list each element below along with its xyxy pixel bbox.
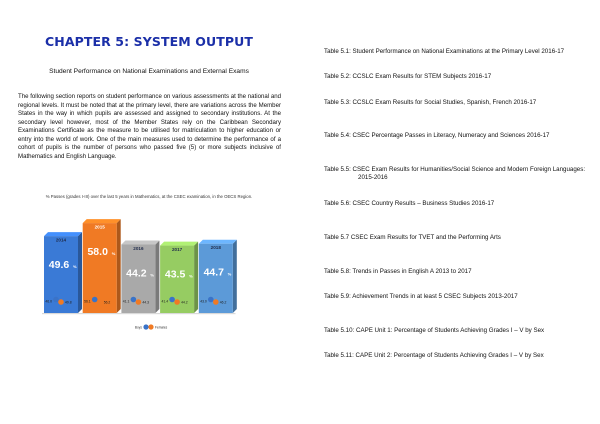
chart-caption: % Passes (grades I-III) over the last 5 years in Mathematics, at the CSEC examination, in the OECS Region. [45, 194, 253, 199]
bar-value-label: 58.0 [87, 246, 108, 259]
female-value-label: 49.8 [65, 300, 72, 305]
bar-percent-sign: % [150, 272, 154, 278]
male-value-label: 41.1 [122, 299, 130, 304]
bar-percent-sign: % [189, 273, 193, 279]
bar-side [117, 219, 121, 313]
female-value-label: 44.3 [142, 300, 150, 305]
bar-percent-sign: % [111, 251, 116, 257]
toc-item[interactable]: Table 5.10: CAPE Unit 1: Percentage of Students Achieving Grades I – V by Sex [324, 327, 545, 334]
bar-top [160, 242, 198, 246]
toc-item[interactable]: Table 5.8: Trends in Passes in English A 2013 to 2017 [324, 268, 472, 275]
chapter-title: CHAPTER 5: SYSTEM OUTPUT [44, 34, 253, 49]
toc-item[interactable]: Table 5.6: CSEC Country Results – Business Studies 2016-17 [324, 200, 495, 207]
legend-label: Boys [134, 325, 142, 330]
male-value-label: 46.0 [45, 299, 52, 304]
section-subtitle: Student Performance on National Examinations and External Exams [49, 68, 249, 75]
toc-item[interactable]: Table 5.3: CCSLC Exam Results for Social Studies, Spanish, French 2016-17 [324, 99, 537, 106]
bar-percent-sign: % [73, 264, 77, 270]
female-marker-icon [174, 299, 180, 305]
bar-top [121, 240, 159, 244]
male-value-label: 56.1 [84, 299, 91, 304]
toc-item[interactable]: Table 5.7 CSEC Exam Results for TVET and the Performing Arts [324, 234, 501, 241]
toc-item[interactable]: Table 5.4: CSEC Percentage Passes in Literacy, Numeracy and Sciences 2016-17 [324, 132, 550, 139]
bar-side [233, 240, 237, 313]
chart-baseline [42, 313, 236, 314]
legend-females-icon [148, 324, 153, 329]
bar-top [44, 232, 82, 236]
bar-side [78, 232, 82, 313]
legend-boys-icon [143, 324, 148, 329]
math-passes-chart [38, 189, 260, 334]
female-value-label: 46.2 [219, 300, 227, 305]
chart-svg [38, 189, 260, 334]
female-marker-icon [136, 299, 142, 305]
female-marker-icon [213, 299, 219, 305]
bar-category-label: 2017 [171, 247, 183, 253]
toc-item[interactable]: Table 5.9: Achievement Trends in at least 5 CSEC Subjects 2013-2017 [324, 293, 518, 300]
legend-label: Females [155, 325, 168, 330]
bar-value-label: 49.6 [48, 259, 70, 272]
toc-item[interactable]: Table 5.1: Student Performance on National Examinations at the Primary Level 2016-17 [324, 48, 565, 55]
bar-value-label: 43.5 [164, 268, 186, 281]
bar-category-label: 2014 [55, 237, 67, 243]
male-marker-icon [131, 297, 137, 303]
male-marker-icon [208, 297, 214, 303]
male-value-label: 43.0 [200, 299, 207, 304]
male-marker-icon [53, 297, 59, 303]
female-marker-icon [58, 299, 64, 305]
bar-category-label: 2016 [133, 245, 144, 251]
male-value-label: 41.4 [161, 299, 169, 304]
toc-item[interactable]: Table 5.5: CSEC Exam Results for Humanities/Social Science and Modern Foreign Languages: 2015-2016 [324, 166, 586, 182]
intro-paragraph: The following section reports on student performance on various assessments at the national and regional levels. It must be noted that at the primary level, there are variations across the Member States in the way in which pupils are assessed and assigned to secondary institutions. At the secondary level however, most of the Member States rely on the Caribbean Secondary Examinations Certificate as the measure to be utilised for matriculation to higher education or entry into the world of work. One of the main measures used to determine the performance of a cohort of pupils is the number of persons who passed five (5) or more subjects inclusive of Mathematics and English Language. [18, 93, 281, 160]
female-marker-icon [97, 299, 103, 305]
bar-value-label: 44.2 [126, 267, 147, 280]
bar-top [199, 240, 237, 244]
female-value-label: 44.2 [181, 300, 188, 305]
bar-top [83, 219, 121, 223]
male-marker-icon [169, 297, 175, 303]
toc-item[interactable]: Table 5.2: CCSLC Exam Results for STEM Subjects 2016-17 [324, 73, 492, 80]
male-marker-icon [92, 297, 98, 303]
bar-category-label: 2015 [94, 224, 105, 230]
bar-side [194, 242, 198, 313]
toc-item[interactable]: Table 5.11: CAPE Unit 2: Percentage of Students Achieving Grades I – V by Sex [324, 352, 544, 359]
bar-category-label: 2018 [210, 245, 221, 251]
female-value-label: 56.2 [103, 300, 111, 305]
bar-side [155, 240, 159, 313]
bar-percent-sign: % [227, 271, 232, 277]
bar-value-label: 44.7 [203, 266, 225, 279]
